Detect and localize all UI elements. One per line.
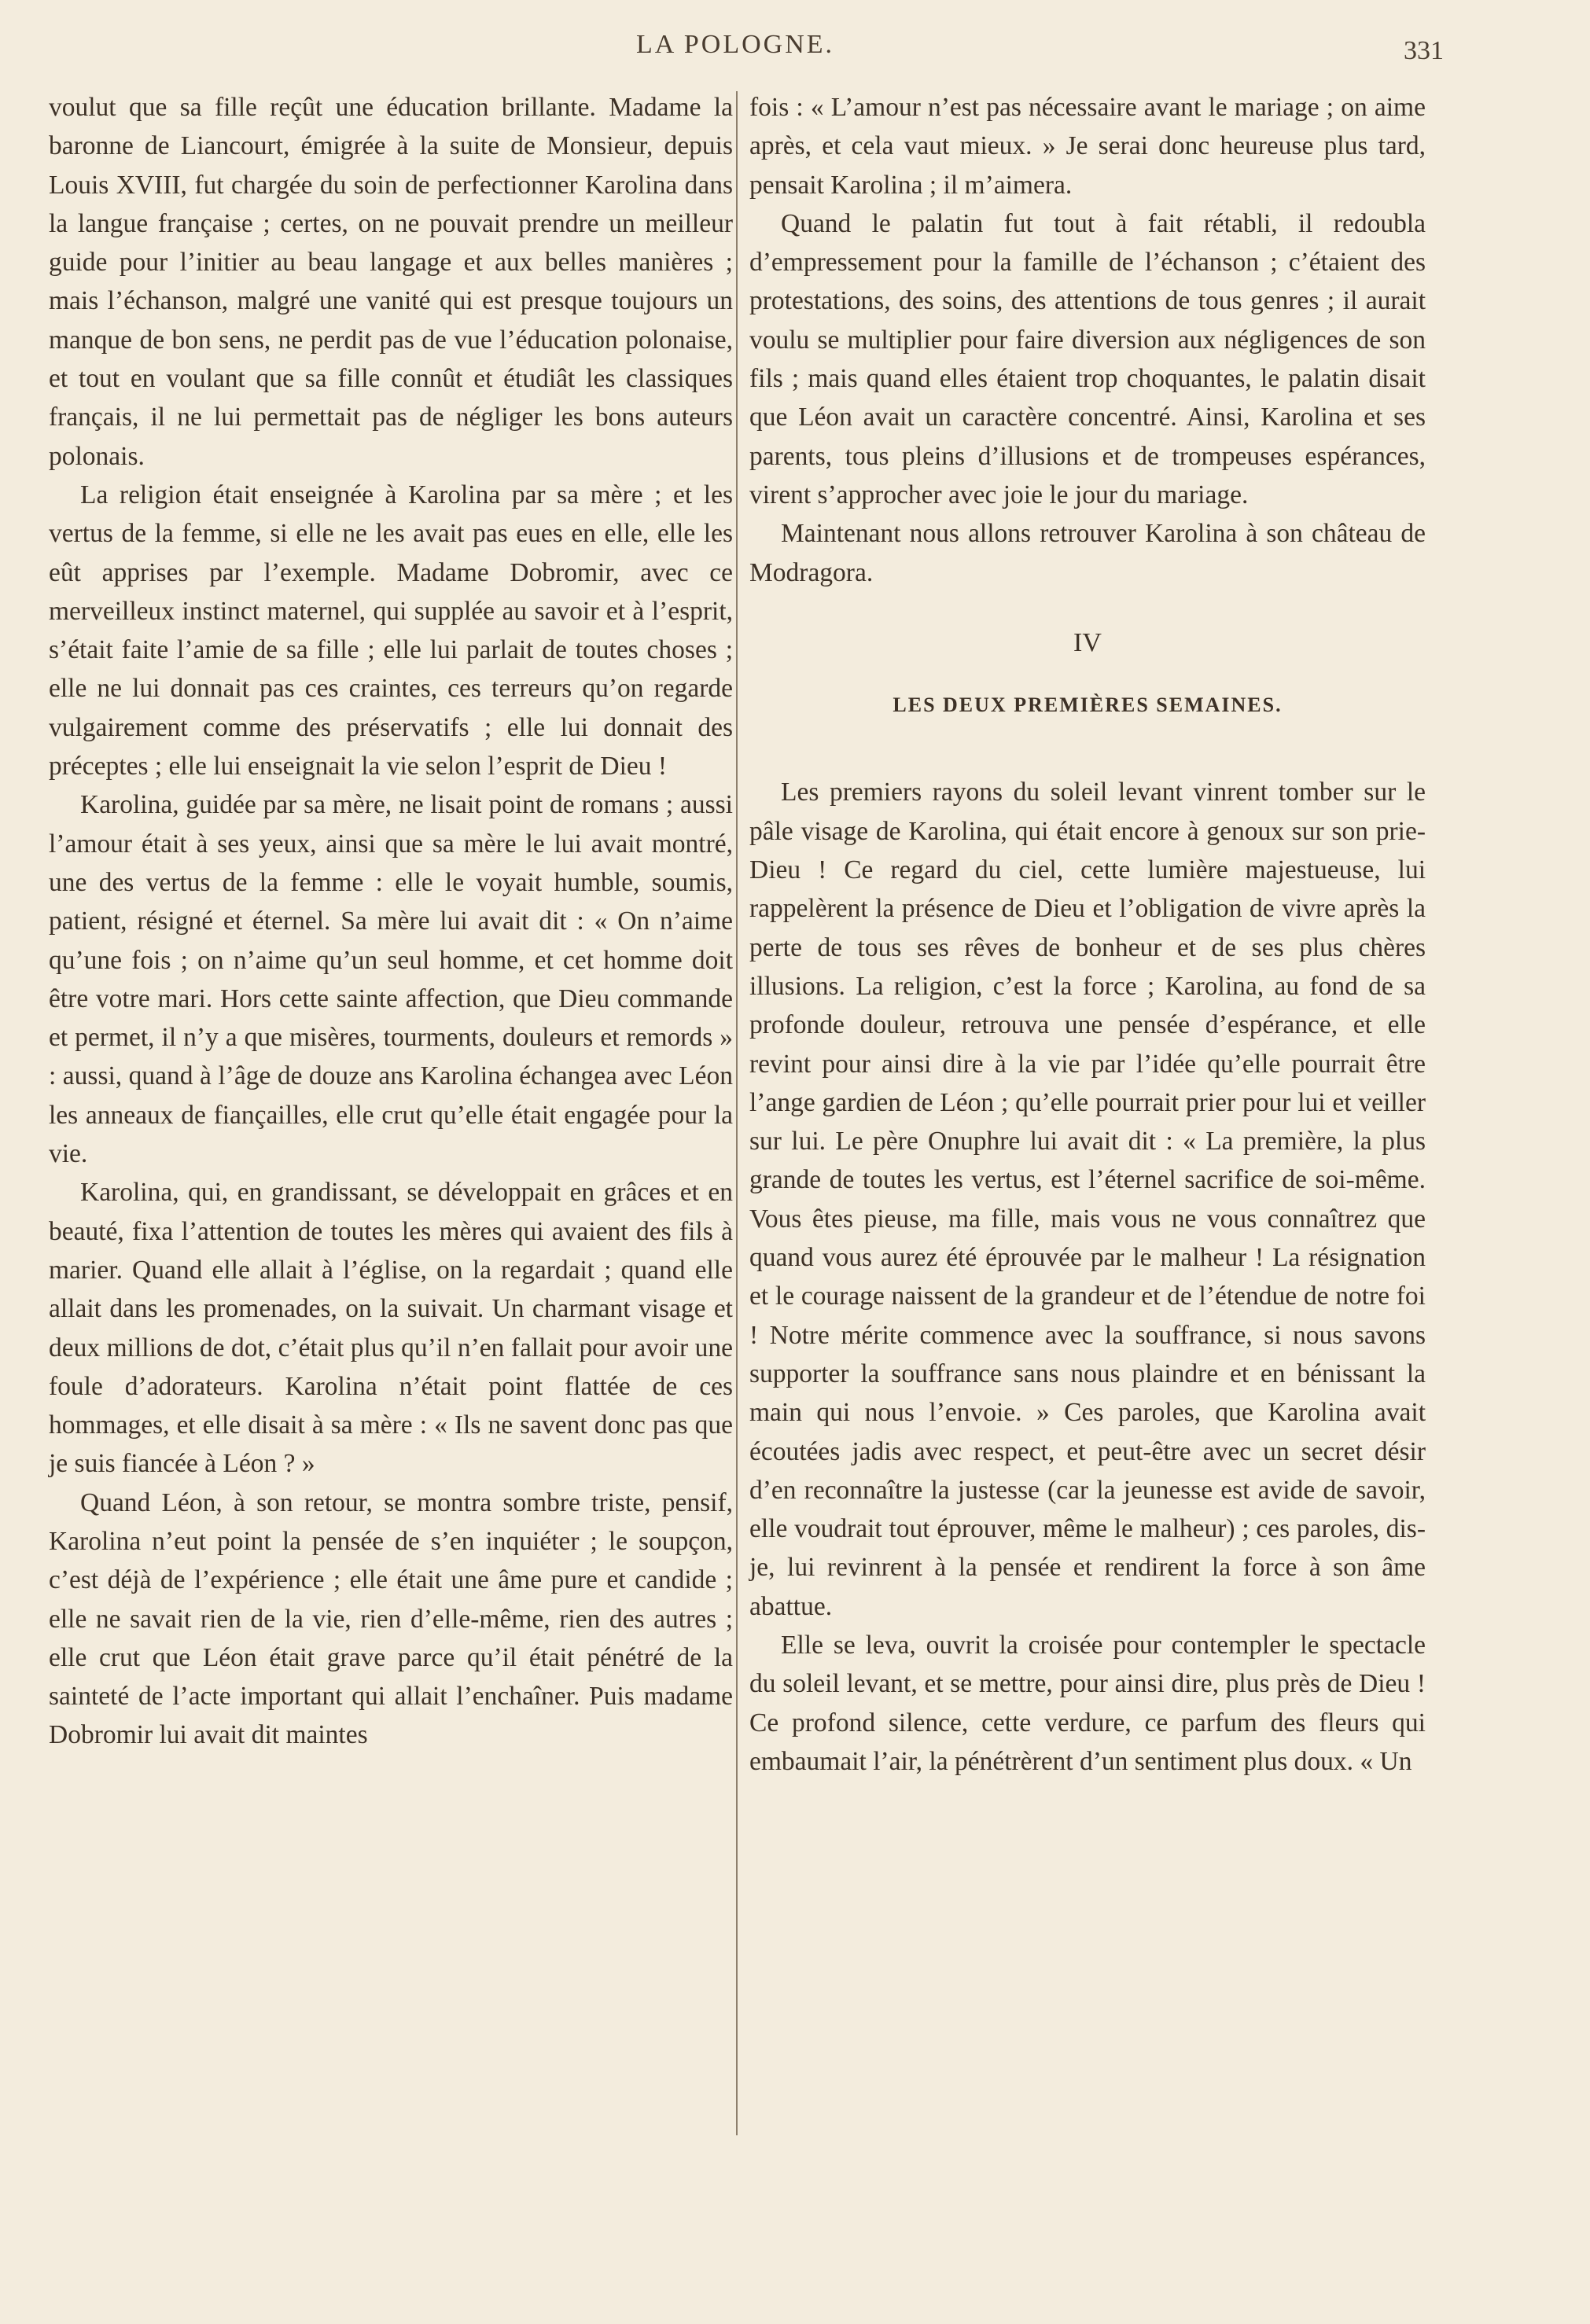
paragraph: Quand le palatin fut tout à fait rétabli, il redoubla d’empressement pour la famille de l’échanson ; c’étaient des protestations, des soins, des attentions de tous genres ; il aurait voulu se multiplier pour faire diversion aux négligences de son fils ; mais quand elles étaient trop choquantes, le palatin disait que Léon avait un caractère concentré. Ainsi, Karolina et ses parents, tous pleins d’illusions et de trompeuses espérances, virent s’approcher avec joie le jour du mariage. — [749, 208, 1426, 509]
left-column — [49, 88, 733, 1755]
paragraph: Karolina, qui, en grandissant, se développait en grâces et en beauté, fixa l’attention de toutes les mères qui avaient des fils à marier. Quand elle allait à l’église, on la regardait ; quand elle allait dans les promenades, on la suivait. Un charmant visage et deux millions de dot, c’était plus qu’il n’en fallait pour avoir une foule d’adorateurs. Karolina n’était point flattée de ces hommages, et elle disait à sa mère : « Ils ne savent donc pas que je suis fiancée à Léon ? » — [49, 1178, 733, 1479]
column-divider — [736, 91, 738, 2135]
running-title: LA POLOGNE. — [635, 30, 835, 59]
paragraph: Les premiers rayons du soleil levant vinrent tomber sur le pâle visage de Karolina, qui était encore à genoux sur son prie-Dieu ! Ce regard du ciel, cette lumière majestueuse, lui rappelèrent la présence de Dieu et l’obligation de vivre après la perte de tous ses rêves de bonheur et de ses plus chères illusions. La religion, c’est la force ; Karolina, au fond de sa profonde douleur, retrouva une pensée d’espérance, et elle revint pour ainsi dire à la vie par l’idée qu’elle pourrait être l’ange gardien de Léon ; qu’elle pourrait prier pour lui et veiller sur lui. Le père Onuphre lui avait dit : « La première, la plus grande de toutes les vertus, est l’éternel sacrifice de soi-même. Vous êtes pieuse, ma fille, mais vous ne vous connaîtrez que quand vous aurez été éprouvée par le malheur ! La résignation et le courage naissent de la grandeur et de l’étendue de notre foi ! Notre mérite commence avec la souffrance, si nous savons supporter la souffrance sans nous plaindre et en bénissant la main qui nous l’envoie. » Ces paroles, que Karolina avait écoutées jadis avec respect, et peut-être avec un secret désir d’en reconnaître la justesse (car la jeunesse est avide de savoir, elle voudrait tout éprouver, même le malheur) ; ces paroles, dis-je, lui revinrent à la pensée et rendirent la force à son âme abattue. — [749, 778, 1426, 1621]
paragraph: Quand Léon, à son retour, se montra sombre triste, pensif, Karolina n’eut point la pensée de s’en inquiéter ; le soupçon, c’est déjà de l’expérience ; elle était une âme pure et candide ; elle ne savait rien de la vie, rien d’elle-même, rien des autres ; elle crut que Léon était grave parce qu’il était pénétré de la sainteté de l’acte important qui allait l’enchaîner. Puis madame Dobromir lui avait dit maintes — [49, 1487, 733, 1750]
right-column — [749, 88, 1426, 1781]
section-number: IV — [1073, 627, 1102, 657]
paragraph: Maintenant nous allons retrouver Karolina à son château de Modragora. — [749, 519, 1426, 587]
page-number: 331 — [1404, 36, 1444, 65]
paragraph: fois : « L’amour n’est pas nécessaire avant le mariage ; on aime après, et cela vaut mieux. » Je serai donc heureuse plus tard, pensait Karolina ; il m’aimera. — [749, 93, 1426, 200]
paragraph: Elle se leva, ouvrit la croisée pour contempler le spectacle du soleil levant, et se mettre, pour ainsi dire, plus près de Dieu ! Ce profond silence, cette verdure, ce parfum des fleurs qui embaumait l’air, la pénétrèrent d’un sentiment plus doux. « Un — [749, 1630, 1426, 1776]
paragraph: La religion était enseignée à Karolina par sa mère ; et les vertus de la femme, si elle ne les avait pas eues en elle, elle les eût apprises par l’exemple. Madame Dobromir, avec ce merveilleux instinct maternel, qui supplée au savoir et à l’esprit, s’était faite l’amie de sa fille ; elle lui parlait de toutes choses ; elle ne lui donnait pas ces craintes, ces terreurs qu’on regarde vulgairement comme des préservatifs ; elle lui donnait des préceptes ; elle lui enseignait la vie selon l’esprit de Dieu ! — [49, 480, 733, 781]
section-title: LES DEUX PREMIÈRES SEMAINES. — [893, 693, 1283, 717]
paragraph: Karolina, guidée par sa mère, ne lisait point de romans ; aussi l’amour était à ses yeux, ainsi que sa mère le lui avait montré, une des vertus de la femme : elle le voyait humble, soumis, patient, résigné et éternel. Sa mère lui avait dit : « On n’aime qu’une fois ; on n’aime qu’un seul homme, et cet homme doit être votre mari. Hors cette sainte affection, que Dieu commande et permet, il n’y a que misères, tourments, douleurs et remords » : aussi, quand à l’âge de douze ans Karolina échangea avec Léon les anneaux de fiançailles, elle crut qu’elle était engagée pour la vie. — [49, 790, 733, 1169]
paragraph: voulut que sa fille reçût une éducation brillante. Madame la baronne de Liancourt, émigrée à la suite de Monsieur, depuis Louis XVIII, fut chargée du soin de perfectionner Karolina dans la langue française ; certes, on ne pouvait prendre un meilleur guide pour l’initier au beau langage et aux belles manières ; mais l’échanson, malgré une vanité qui est presque toujours un manque de bon sens, ne perdit pas de vue l’éducation polonaise, et tout en voulant que sa fille connût et étudiât les classiques français, il ne lui permettait pas de négliger les bons auteurs polonais. — [49, 93, 733, 471]
